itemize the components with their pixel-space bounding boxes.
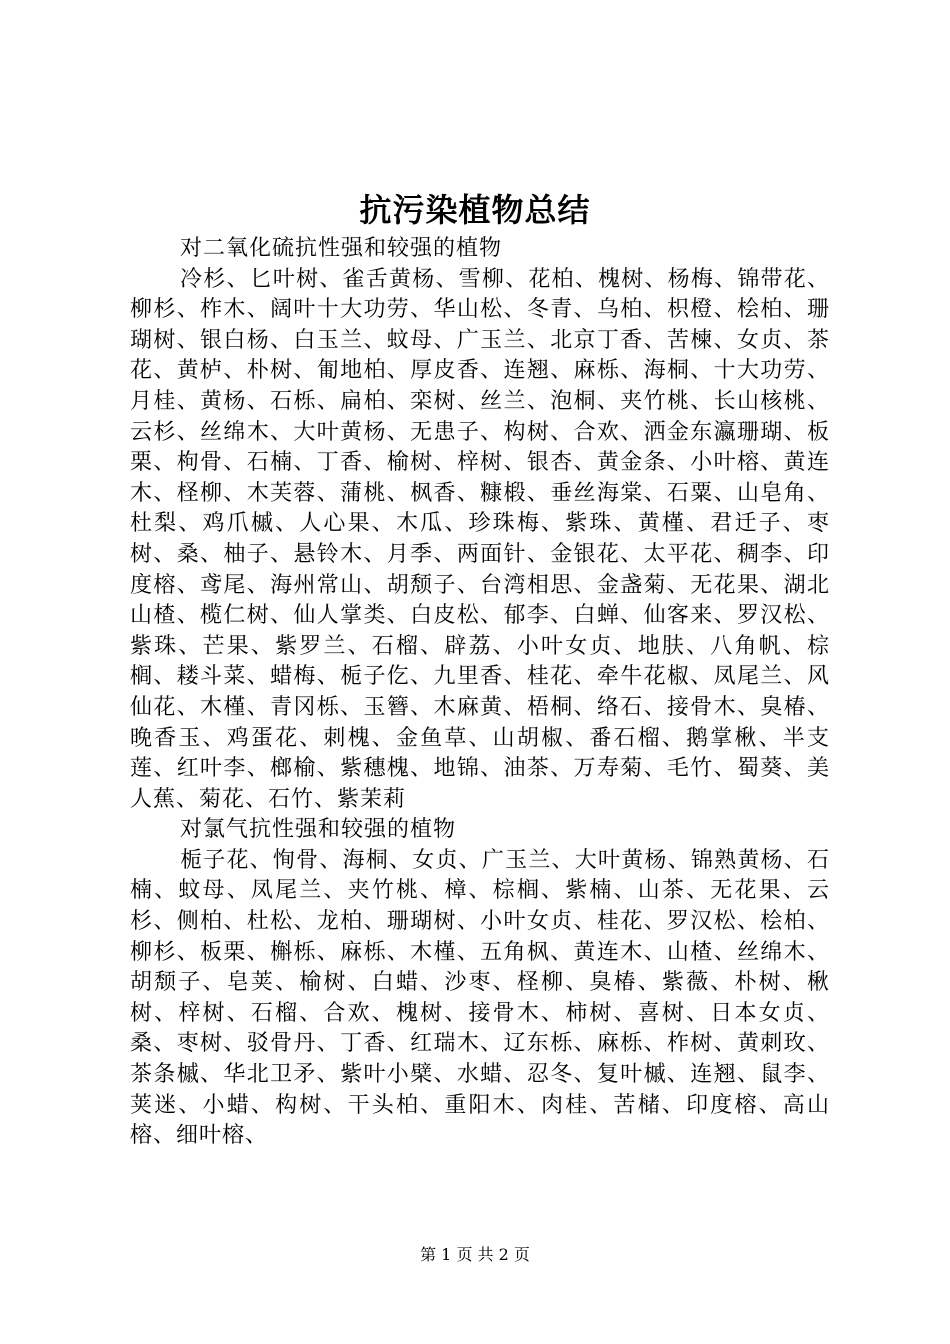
page-footer: 第 1 页 共 2 页 [420, 1245, 530, 1264]
section-content-chlorine: 栀子花、恂骨、海桐、女贞、广玉兰、大叶黄杨、锦熟黄杨、石楠、蚊母、凤尾兰、夹竹桃、樟、棕榈、紫楠、山茶、无花果、云杉、侧柏、杜松、龙柏、珊瑚树、小叶女贞、桂花、罗汉松、桧柏、柳杉、板栗、槲栎、麻栎、木槿、五角枫、黄连木、山楂、丝绵木、胡颓子、皂荚、榆树、白蜡、沙枣、柽柳、臭椿、紫薇、朴树、楸树、梓树、石榴、合欢、槐树、接骨木、柿树、喜树、日本女贞、桑、枣树、驳骨丹、丁香、红瑞木、辽东栎、麻栎、柞树、黄刺玫、茶条槭、华北卫矛、紫叶小檗、水蜡、忍冬、复叶槭、连翘、鼠李、荚迷、小蜡、构树、干头柏、重阳木、肉桂、苦槠、印度榕、高山榕、细叶榕、 [130, 847, 830, 1149]
section-content-sulfur-dioxide: 冷杉、匕叶树、雀舌黄杨、雪柳、花柏、槐树、杨梅、锦带花、柳杉、柞木、阔叶十大功劳、华山松、冬青、乌柏、枳橙、桧柏、珊瑚树、银白杨、白玉兰、蚊母、广玉兰、北京丁香、苦楝、女贞、茶花、黄栌、朴树、匍地柏、厚皮香、连翘、麻栎、海桐、十大功劳、月桂、黄杨、石栎、扁柏、栾树、丝兰、泡桐、夹竹桃、长山核桃、云杉、丝绵木、大叶黄杨、无患子、构树、合欢、洒金东瀛珊瑚、板栗、枸骨、石楠、丁香、榆树、梓树、银杏、黄金条、小叶榕、黄连木、柽柳、木芙蓉、蒲桃、枫香、糠椴、垂丝海棠、石粟、山皂角、杜梨、鸡爪槭、人心果、木瓜、珍珠梅、紫珠、黄槿、君迁子、枣树、桑、柚子、悬铃木、月季、两面针、金银花、太平花、稠李、印度榕、鸢尾、海州常山、胡颓子、台湾相思、金盏菊、无花果、湖北山楂、榄仁树、仙人掌类、白皮松、郁李、白蝉、仙客来、罗汉松、紫珠、芒果、紫罗兰、石榴、辟荔、小叶女贞、地肤、八角帆、棕榈、耧斗菜、蜡梅、栀子仡、九里香、桂花、牵牛花椒、凤尾兰、风仙花、木槿、青冈栎、玉簪、木麻黄、梧桐、络石、接骨木、臭椿、晚香玉、鸡蛋花、刺槐、金鱼草、山胡椒、番石榴、鹅掌楸、半支莲、红叶李、榔榆、紫穗槐、地锦、油茶、万寿菊、毛竹、蜀葵、美人蕉、菊花、石竹、紫茉莉 [130, 266, 830, 812]
document-body [130, 234, 830, 1152]
section-heading-sulfur-dioxide: 对二氧化硫抗性强和较强的植物 [180, 236, 503, 261]
section-heading-chlorine: 对氯气抗性强和较强的植物 [180, 817, 457, 843]
page-title: 抗污染植物总结 [359, 191, 591, 229]
